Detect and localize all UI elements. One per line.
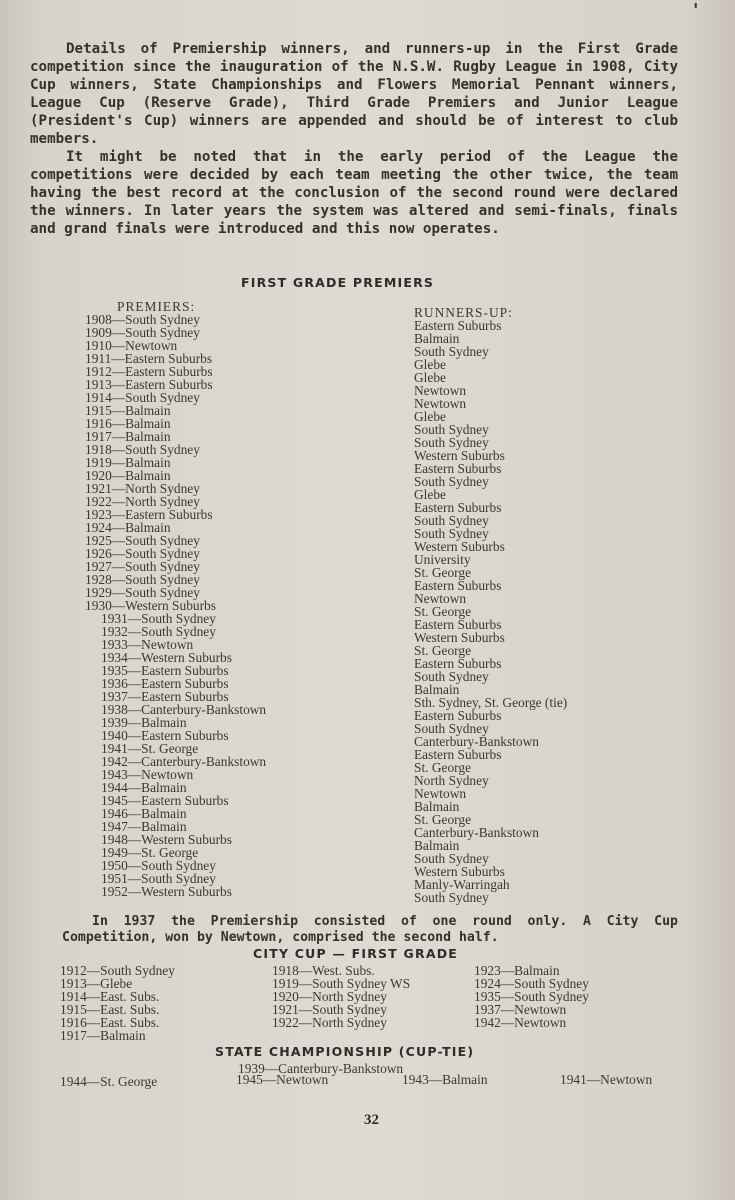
premier-entry: 1949—St. George xyxy=(101,845,199,860)
note-text: In 1937 the Premiership consisted of one round only. A City Cup Competition, won by Newtown, comprised the second half. xyxy=(62,914,678,945)
premier-entry: 1935—Eastern Suburbs xyxy=(101,663,229,678)
premier-entry: 1944—Balmain xyxy=(101,780,187,795)
runner-up-entry: Balmain xyxy=(414,682,460,697)
premier-entry: 1934—Western Suburbs xyxy=(101,650,232,665)
runner-up-entry: Sth. Sydney, St. George (tie) xyxy=(414,695,568,710)
premier-entry: 1928—South Sydney xyxy=(85,572,200,587)
runner-up-entry: South Sydney xyxy=(414,344,489,359)
runner-up-entry: South Sydney xyxy=(414,721,489,736)
premier-entry: 1918—South Sydney xyxy=(85,442,200,457)
runner-up-entry: South Sydney xyxy=(414,435,489,450)
premier-entry: 1920—Balmain xyxy=(85,468,171,483)
intro-paragraph-1: Details of Premiership winners, and runners-up in the First Grade competition since the inauguration of the N.S.W. Rugby League in 1908, City Cup winners, State Championships and Flowers Memorial Pennant winners, League Cup (Reserve Grade), Third Grade Premiers and Junior League (President's Cup) winners are appended and should be of interest to club members. xyxy=(30,41,678,147)
runner-up-entry: Balmain xyxy=(414,331,460,346)
runner-up-entry: South Sydney xyxy=(414,890,489,905)
premier-entry: 1939—Balmain xyxy=(101,715,187,730)
runner-up-entry: South Sydney xyxy=(414,513,489,528)
first-grade-heading: FIRST GRADE PREMIERS xyxy=(241,275,435,290)
premier-entry: 1909—South Sydney xyxy=(85,325,200,340)
runner-up-entry: Glebe xyxy=(414,409,446,424)
page-number: 32 xyxy=(364,1112,379,1128)
city-cup-entry: 1912—South Sydney xyxy=(60,963,175,978)
city-cup-entry: 1920—North Sydney xyxy=(272,989,387,1004)
premiers-label: PREMIERS: xyxy=(117,299,196,314)
runner-up-entry: Newtown xyxy=(414,786,467,801)
runner-up-entry: Western Suburbs xyxy=(414,630,505,645)
premier-entry: 1936—Eastern Suburbs xyxy=(101,676,229,691)
premier-entry: 1923—Eastern Suburbs xyxy=(85,507,213,522)
premier-entry: 1917—Balmain xyxy=(85,429,171,444)
city-cup-column-2 xyxy=(272,964,410,1029)
runner-up-entry: Manly-Warringah xyxy=(414,877,510,892)
premier-entry: 1947—Balmain xyxy=(101,819,187,834)
city-cup-entry: 1913—Glebe xyxy=(60,976,133,991)
corner-mark: ' xyxy=(693,0,699,21)
runner-up-entry: Balmain xyxy=(414,799,460,814)
state-entry-1943: 1943—Balmain xyxy=(402,1072,488,1087)
city-cup-entry: 1917—Balmain xyxy=(60,1028,146,1043)
runner-up-entry: Canterbury-Bankstown xyxy=(414,734,539,749)
premier-entry: 1952—Western Suburbs xyxy=(101,884,232,899)
runner-up-entry: Eastern Suburbs xyxy=(414,747,502,762)
city-cup-entry: 1937—Newtown xyxy=(474,1002,567,1017)
premiers-column xyxy=(85,300,266,898)
city-cup-entry: 1924—South Sydney xyxy=(474,976,589,991)
runner-up-entry: Newtown xyxy=(414,383,467,398)
city-cup-heading: CITY CUP — FIRST GRADE xyxy=(253,946,459,961)
runner-up-entry: Western Suburbs xyxy=(414,539,505,554)
state-entry-1941: 1941—Newtown xyxy=(560,1072,653,1087)
state-championship-heading: STATE CHAMPIONSHIP (CUP-TIE) xyxy=(215,1044,475,1059)
premier-entry: 1927—South Sydney xyxy=(85,559,200,574)
premier-entry: 1943—Newtown xyxy=(101,767,194,782)
premier-entry: 1948—Western Suburbs xyxy=(101,832,232,847)
premier-entry: 1930—Western Suburbs xyxy=(85,598,216,613)
premier-entry: 1921—North Sydney xyxy=(85,481,200,496)
premier-entry: 1931—South Sydney xyxy=(101,611,216,626)
runner-up-entry: South Sydney xyxy=(414,526,489,541)
premier-entry: 1912—Eastern Suburbs xyxy=(85,364,213,379)
runner-up-entry: St. George xyxy=(414,604,472,619)
premier-entry: 1919—Balmain xyxy=(85,455,171,470)
runner-up-entry: St. George xyxy=(414,565,472,580)
premier-entry: 1925—South Sydney xyxy=(85,533,200,548)
city-cup-entry: 1915—East. Subs. xyxy=(60,1002,160,1017)
premier-entry: 1910—Newtown xyxy=(85,338,178,353)
runners-up-label: RUNNERS-UP: xyxy=(414,305,513,320)
premier-entry: 1916—Balmain xyxy=(85,416,171,431)
runner-up-entry: Eastern Suburbs xyxy=(414,318,502,333)
premier-entry: 1929—South Sydney xyxy=(85,585,200,600)
runner-up-entry: Eastern Suburbs xyxy=(414,656,502,671)
premier-entry: 1924—Balmain xyxy=(85,520,171,535)
premier-entry: 1951—South Sydney xyxy=(101,871,216,886)
city-cup-entry: 1918—West. Subs. xyxy=(272,963,375,978)
runner-up-entry: St. George xyxy=(414,643,472,658)
runner-up-entry: North Sydney xyxy=(414,773,489,788)
intro-text xyxy=(30,40,678,238)
runner-up-entry: South Sydney xyxy=(414,851,489,866)
runner-up-entry: South Sydney xyxy=(414,474,489,489)
runner-up-entry: Eastern Suburbs xyxy=(414,461,502,476)
city-cup-entry: 1922—North Sydney xyxy=(272,1015,387,1030)
premier-entry: 1950—South Sydney xyxy=(101,858,216,873)
premiership-note xyxy=(62,914,678,946)
state-entry-1944: 1944—St. George xyxy=(60,1074,158,1089)
premier-entry: 1915—Balmain xyxy=(85,403,171,418)
city-cup-entry: 1935—South Sydney xyxy=(474,989,589,1004)
runner-up-entry: Glebe xyxy=(414,487,446,502)
city-cup-entry: 1942—Newtown xyxy=(474,1015,567,1030)
premier-entry: 1946—Balmain xyxy=(101,806,187,821)
premier-entry: 1942—Canterbury-Bankstown xyxy=(101,754,267,769)
runner-up-entry: Eastern Suburbs xyxy=(414,578,502,593)
runner-up-entry: Eastern Suburbs xyxy=(414,500,502,515)
premier-entry: 1913—Eastern Suburbs xyxy=(85,377,213,392)
runner-up-entry: Newtown xyxy=(414,591,467,606)
state-entry-1945: 1945—Newtown xyxy=(236,1072,329,1087)
premier-entry: 1914—South Sydney xyxy=(85,390,200,405)
runner-up-entry: St. George xyxy=(414,760,472,775)
city-cup-entry: 1916—East. Subs. xyxy=(60,1015,160,1030)
city-cup-entry: 1914—East. Subs. xyxy=(60,989,160,1004)
runners-up-column xyxy=(414,306,567,904)
premier-entry: 1940—Eastern Suburbs xyxy=(101,728,229,743)
premier-entry: 1938—Canterbury-Bankstown xyxy=(101,702,267,717)
premier-entry: 1937—Eastern Suburbs xyxy=(101,689,229,704)
runner-up-entry: Western Suburbs xyxy=(414,448,505,463)
city-cup-entry: 1923—Balmain xyxy=(474,963,560,978)
runner-up-entry: Glebe xyxy=(414,370,446,385)
premier-entry: 1941—St. George xyxy=(101,741,199,756)
city-cup-entry: 1921—South Sydney xyxy=(272,1002,387,1017)
runner-up-entry: Eastern Suburbs xyxy=(414,617,502,632)
runner-up-entry: Glebe xyxy=(414,357,446,372)
city-cup-entry: 1919—South Sydney WS xyxy=(272,976,411,991)
runner-up-entry: Newtown xyxy=(414,396,467,411)
city-cup-column-3 xyxy=(474,964,589,1029)
premier-entry: 1945—Eastern Suburbs xyxy=(101,793,229,808)
runner-up-entry: Balmain xyxy=(414,838,460,853)
premier-entry: 1932—South Sydney xyxy=(101,624,216,639)
city-cup-column-1 xyxy=(60,964,175,1042)
premier-entry: 1911—Eastern Suburbs xyxy=(85,351,213,366)
runner-up-entry: Western Suburbs xyxy=(414,864,505,879)
runner-up-entry: St. George xyxy=(414,812,472,827)
runner-up-entry: Canterbury-Bankstown xyxy=(414,825,539,840)
runner-up-entry: University xyxy=(414,552,471,567)
runner-up-entry: South Sydney xyxy=(414,422,489,437)
premier-entry: 1922—North Sydney xyxy=(85,494,200,509)
premier-entry: 1908—South Sydney xyxy=(85,312,200,327)
intro-paragraph-2: It might be noted that in the early period of the League the competitions were decided by each team meeting the other twice, the team having the best record at the conclusion of the second round were declared the winners. In later years the system was altered and semi-finals, finals and grand finals were introduced and this now operates. xyxy=(30,149,678,237)
runner-up-entry: South Sydney xyxy=(414,669,489,684)
premier-entry: 1926—South Sydney xyxy=(85,546,200,561)
state-entry-1939: 1939—Canterbury-Bankstown xyxy=(238,1061,404,1076)
runner-up-entry: Eastern Suburbs xyxy=(414,708,502,723)
premier-entry: 1933—Newtown xyxy=(101,637,194,652)
